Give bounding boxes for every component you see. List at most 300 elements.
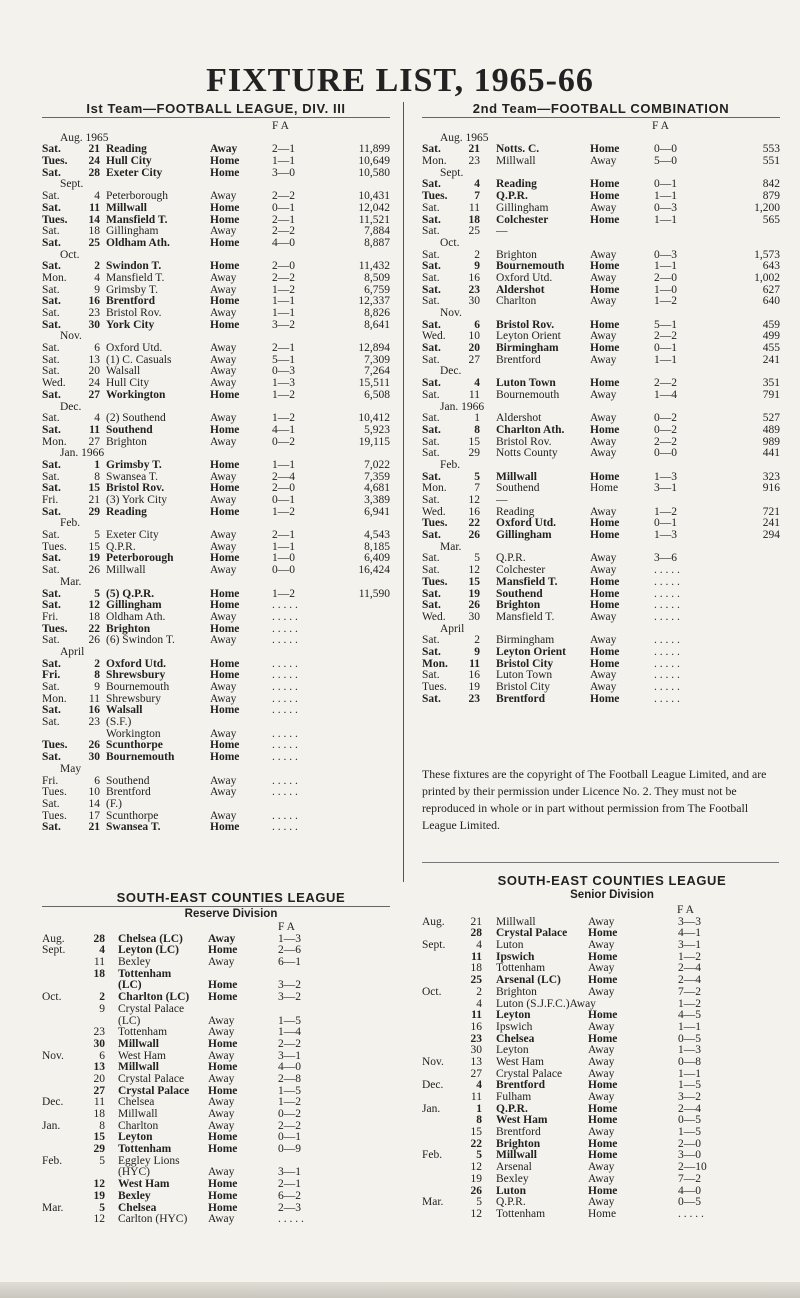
fixture-date: 8 (474, 423, 480, 436)
fixture-day: Tues. (42, 155, 68, 168)
fixture-venue: Away (588, 1196, 615, 1209)
fixture-row (422, 987, 780, 999)
fixture-row (422, 682, 780, 694)
fixture-day: Sat. (422, 271, 440, 284)
fixture-date: 5 (476, 1196, 482, 1209)
fixture-row (422, 448, 780, 460)
fixture-score: 4—1 (678, 927, 701, 940)
fixture-row (422, 612, 780, 624)
fixture-date: 28 (88, 166, 100, 179)
fixture-score: 1—1 (678, 1020, 701, 1033)
fixture-opponent: Crystal Palace (496, 1067, 563, 1080)
fixture-attendance: 8,641 (364, 318, 390, 331)
fixture-date: 4 (474, 377, 480, 390)
fixture-month: Aug. (422, 915, 445, 928)
fixture-date: 21 (468, 143, 480, 156)
fixture-date: 13 (88, 353, 100, 366)
fixture-day: Sat. (422, 388, 440, 401)
fixture-opponent: Q.P.R. (106, 540, 136, 553)
fixture-month: Dec. (422, 1079, 444, 1092)
fixture-score: 1—3 (654, 529, 677, 542)
month-label: Oct. (440, 236, 460, 249)
fixture-attendance: 1,200 (754, 201, 780, 214)
fixture-row (422, 530, 780, 542)
fixture-row (42, 203, 390, 215)
fixture-attendance: 7,264 (364, 365, 390, 378)
fixture-score: 1—4 (278, 1026, 301, 1039)
fixture-month: Aug. (42, 932, 65, 945)
fixture-opponent: Brighton (106, 622, 151, 635)
fixture-date: 12 (470, 1207, 482, 1220)
fixture-row (422, 343, 780, 355)
fixture-attendance: 489 (762, 423, 780, 436)
fixture-score: 1—1 (272, 295, 295, 308)
month-label: Feb. (60, 517, 81, 530)
fixture-row (422, 577, 780, 589)
fixture-row (42, 530, 390, 542)
fixture-venue: Home (588, 1137, 618, 1150)
fixture-day: Sat. (422, 552, 440, 565)
fixture-row (42, 992, 390, 1004)
month-label: Sept. (440, 166, 464, 179)
fixture-venue: Home (208, 1084, 238, 1097)
month-heading (42, 647, 390, 659)
fixture-opponent: (6) Swindon T. (106, 634, 175, 647)
fixture-attendance: 19,115 (358, 435, 390, 448)
fixture-venue: Away (208, 1166, 235, 1179)
fixture-date: 23 (88, 716, 100, 729)
fixture-score: 4—0 (272, 236, 295, 249)
fixture-opponent: Bristol Rov. (496, 318, 555, 331)
fixture-venue: Home (210, 599, 240, 612)
fixture-venue: Home (208, 1131, 238, 1144)
fixture-date: 27 (468, 353, 480, 366)
fixture-venue: Home (590, 482, 619, 495)
fixture-date: 24 (88, 377, 100, 390)
month-label: Jan. 1966 (60, 447, 105, 460)
fixture-venue: Home (210, 260, 240, 273)
fixture-venue: Home (588, 974, 618, 987)
fixture-day: Sat. (422, 248, 440, 261)
fixture-opponent: Oxford Utd. (496, 517, 557, 530)
fixture-venue: Away (208, 1049, 235, 1062)
fixture-opponent: Southend (496, 587, 543, 600)
fixture-attendance: 10,431 (358, 190, 390, 203)
fixture-venue: Away (210, 143, 238, 156)
divider-rule (422, 862, 779, 863)
fixture-date: 8 (476, 1114, 482, 1127)
fixture-day: Sat. (422, 295, 440, 308)
fixture-score: 2—2 (272, 190, 295, 203)
fixture-opponent: Tottenham (118, 967, 172, 980)
fixture-score: 1—1 (654, 213, 677, 226)
fixture-venue: Home (210, 622, 240, 635)
fixture-score: . . . . . (654, 692, 680, 705)
fixture-date: 4 (94, 412, 100, 425)
fixture-date: 9 (94, 283, 100, 296)
fixture-score: 0—1 (654, 178, 677, 191)
fixture-venue: Away (588, 1172, 615, 1185)
fixture-opponent: Reading (106, 505, 147, 518)
fixture-venue: Home (590, 178, 620, 191)
fixture-date: 30 (93, 1037, 105, 1050)
fixture-opponent: Shrewsbury (106, 669, 166, 682)
fixture-day: Sat. (42, 295, 61, 308)
column-divider (403, 102, 404, 882)
fixture-venue: Away (590, 681, 617, 693)
fixture-opponent: Birmingham (496, 634, 555, 647)
fixture-row (42, 156, 390, 168)
fixture-score: 1—5 (278, 1014, 301, 1027)
fixture-opponent: Grimsby T. (106, 283, 158, 296)
fixture-row (42, 1074, 390, 1086)
fixture-date: 18 (93, 967, 105, 980)
fixture-attendance: 499 (762, 330, 780, 343)
fixture-score: 1—2 (654, 505, 677, 518)
fa-header-row (42, 922, 390, 934)
fixture-score: 1—2 (272, 388, 295, 401)
fixture-day: Sat. (422, 423, 441, 436)
fixture-attendance: 879 (762, 190, 780, 203)
fixture-opponent: Bexley (496, 1172, 529, 1185)
fixture-date: 21 (88, 143, 100, 156)
fixture-opponent: Luton Town (496, 669, 553, 682)
fixture-date: 11 (468, 201, 480, 214)
fixture-date: 25 (88, 236, 100, 249)
fixture-date: 6 (99, 1049, 105, 1062)
fixture-month: Mar. (42, 1201, 64, 1214)
fixture-score: 0—0 (654, 143, 677, 156)
fixture-date: 14 (88, 797, 100, 810)
month-label: Nov. (60, 330, 82, 343)
fixture-date: 1 (476, 1102, 482, 1115)
fixture-venue: Away (210, 681, 237, 693)
fixture-opponent: Leyton Orient (496, 645, 566, 658)
fixture-day: Sat. (42, 797, 60, 810)
fixture-date: 28 (93, 932, 105, 945)
fixture-score: 2—1 (272, 143, 295, 156)
fixture-venue: Away (210, 494, 237, 506)
reserve-division-section (42, 890, 390, 1226)
fixture-venue: Away (590, 201, 617, 214)
fixture-date: 23 (93, 1026, 105, 1039)
fixture-opponent: Brentford (496, 1079, 545, 1092)
fixture-score: 2—1 (278, 1178, 301, 1191)
fixture-date: 11 (471, 950, 482, 963)
fixture-score: 4—1 (272, 423, 295, 436)
fixture-row (42, 565, 390, 577)
fixture-day: Mon. (422, 482, 447, 495)
month-heading (42, 764, 390, 776)
first-team-section (42, 101, 390, 834)
fixture-row (42, 612, 390, 624)
fixture-day: Sat. (42, 236, 61, 249)
fixture-venue: Away (210, 809, 237, 822)
fixture-day: Sat. (42, 587, 61, 600)
fixture-attendance: 12,337 (358, 295, 390, 308)
fixture-day: Sat. (42, 260, 61, 273)
fixture-date: 11 (470, 1091, 482, 1103)
fixture-month: Nov. (422, 1055, 444, 1068)
fixture-opponent: Q.P.R. (496, 190, 528, 203)
fixture-attendance: 11,899 (358, 143, 390, 156)
fixture-date: 9 (474, 260, 480, 273)
fixture-date: 15 (468, 435, 480, 448)
fixture-opponent: Notts County (496, 447, 558, 460)
fixture-score: . . . . . (654, 681, 680, 693)
fixture-opponent: Exeter City (106, 529, 159, 542)
fixture-date: 8 (99, 1119, 105, 1132)
fixture-score: 2—0 (272, 482, 295, 495)
fixture-date: 16 (88, 704, 100, 717)
fixture-opponent: Leyton Orient (496, 330, 561, 343)
fixture-venue: Away (590, 610, 617, 623)
fixture-attendance: 7,309 (364, 353, 390, 366)
fixture-opponent: Hull City (106, 155, 152, 168)
fixture-venue: Home (208, 979, 238, 992)
fixture-day: Sat. (422, 213, 441, 226)
fixture-score: . . . . . (272, 751, 298, 764)
month-label: Jan. 1966 (440, 400, 485, 413)
fixture-opponent: — (496, 494, 508, 506)
fixture-score: 2—8 (278, 1072, 301, 1085)
fixture-score: 2—4 (272, 470, 295, 483)
fixture-score: 2—2 (654, 435, 677, 448)
fixture-score: . . . . . (272, 622, 298, 635)
fixture-date: 5 (474, 470, 480, 483)
fixture-date: 5 (476, 1149, 482, 1162)
fixture-row (422, 273, 780, 285)
fixture-score: . . . . . (272, 786, 298, 799)
fixture-venue: Away (588, 1044, 615, 1057)
fixture-venue: Away (590, 295, 617, 308)
fixture-score: 0—0 (654, 447, 677, 460)
fixture-opponent: West Ham (496, 1114, 548, 1127)
fixture-venue: Away (588, 915, 615, 928)
fixture-score: 7—2 (678, 985, 701, 998)
fixture-opponent: Southend (106, 423, 153, 436)
fixture-opponent: Millwall (496, 470, 537, 483)
page-bottom-edge (0, 1282, 800, 1298)
fixture-score: 1—1 (272, 458, 295, 471)
fixture-opponent: Hull City (106, 377, 150, 390)
fixture-opponent: Bexley (118, 956, 151, 969)
fixture-day: Sat. (422, 529, 441, 542)
copyright-notice: These fixtures are the copyright of The Football League Limited, and are printed by their permission under Licence No. 2. They must not be reproduced in whole or in part without permission from The Football League Limited. (422, 767, 767, 832)
fixture-attendance: 627 (762, 283, 780, 296)
fixture-opponent: Charlton (496, 295, 537, 308)
fixture-opponent: (3) York City (106, 494, 168, 506)
fixture-row (422, 1057, 780, 1069)
fixture-opponent: Crystal Palace (118, 1084, 190, 1097)
fixture-opponent: Gillingham (496, 529, 552, 542)
fixture-day: Sat. (42, 716, 60, 729)
fixture-day: Sat. (42, 529, 60, 542)
fixture-date: 16 (470, 1020, 482, 1033)
fixture-venue: Home (210, 236, 240, 249)
fixture-row (422, 296, 780, 308)
fixture-attendance: 241 (762, 353, 780, 366)
fixture-score: 1—2 (272, 587, 295, 600)
fixture-venue: Home (210, 213, 240, 226)
fixture-score: 3—2 (278, 979, 301, 992)
fixture-date: 20 (93, 1072, 105, 1085)
fixture-row (422, 355, 780, 367)
fixture-score: 1—2 (678, 997, 701, 1010)
fixture-venue: Away (210, 540, 237, 553)
fixture-score: 1—1 (272, 307, 295, 319)
fixture-score: 5—1 (654, 318, 677, 331)
fixture-score: . . . . . (272, 657, 298, 670)
fixture-venue: Home (590, 529, 620, 542)
fixture-day: Sat. (42, 599, 61, 612)
fixture-opponent: Chelsea (LC) (118, 932, 183, 945)
fixture-attendance: 4,543 (364, 529, 390, 542)
fixture-score: 1—0 (272, 552, 295, 565)
fixture-date: 2 (474, 634, 480, 647)
league-fixture-list (42, 121, 390, 834)
fixture-attendance: 323 (762, 470, 780, 483)
fixture-row (422, 226, 780, 238)
fixture-day: Sat. (42, 166, 61, 179)
fixture-date: 30 (88, 751, 100, 764)
fixture-attendance: 7,022 (364, 458, 390, 471)
fixture-date: 7 (474, 190, 480, 203)
fixture-venue: Away (588, 1020, 615, 1033)
fixture-score: . . . . . (654, 657, 680, 670)
fixture-venue: Home (590, 645, 620, 658)
fixture-score: 2—2 (654, 377, 677, 390)
fixture-month: Jan. (422, 1102, 441, 1115)
fixture-score: 2—1 (272, 213, 295, 226)
fixture-venue: Home (210, 166, 240, 179)
fixture-date: 1 (94, 458, 100, 471)
fixture-score: 0—3 (272, 365, 295, 378)
fixture-month: Mar. (422, 1196, 444, 1209)
fixture-score: . . . . . (272, 669, 298, 682)
fixture-attendance: 11,521 (358, 213, 390, 226)
month-label: Mar. (60, 575, 82, 588)
fixture-opponent: Bexley (118, 1189, 151, 1202)
fixture-date: 5 (99, 1154, 105, 1167)
fixture-day: Sat. (42, 307, 60, 319)
fixture-attendance: 11,432 (358, 260, 390, 273)
fixture-score: 3—1 (278, 1049, 301, 1062)
fixture-attendance: 10,580 (358, 166, 390, 179)
fixture-score: . . . . . (654, 575, 680, 588)
fa-header-row (422, 905, 780, 917)
fixture-opponent: Arsenal (LC) (496, 974, 561, 987)
fixture-venue: Away (208, 1108, 235, 1120)
fixture-date: 17 (88, 809, 100, 822)
fixture-venue: Home (210, 821, 240, 834)
fixture-row (42, 390, 390, 402)
fixture-row (42, 752, 390, 764)
fixture-row (42, 1039, 390, 1051)
fixture-opponent: — (496, 225, 508, 238)
fixture-attendance: 459 (762, 318, 780, 331)
fixture-date: 27 (470, 1067, 482, 1080)
fixture-score: 4—0 (278, 1061, 301, 1074)
fixture-venue: Home (210, 739, 240, 752)
fixture-date: 12 (93, 1213, 105, 1226)
month-label: Aug. 1965 (60, 131, 109, 144)
fixture-score: 5—0 (654, 155, 677, 168)
fixture-opponent: Leyton (496, 1009, 531, 1022)
fixture-score: . . . . . (272, 692, 298, 705)
fixture-score: . . . . . (654, 564, 680, 577)
fixture-venue: Away (590, 353, 617, 366)
fixture-day: Wed. (422, 330, 446, 343)
fa-header: F A (278, 921, 295, 933)
fixture-venue: Away (208, 1119, 235, 1132)
fixture-score: 2—6 (278, 944, 301, 957)
fixture-opponent: Aldershot (496, 412, 542, 425)
fixture-venue: Home (590, 575, 620, 588)
fixture-opponent: West Ham (496, 1055, 544, 1068)
fixture-date: 12 (88, 599, 100, 612)
subheading-senior: Senior Division (570, 889, 654, 901)
fixture-venue: Home (590, 143, 620, 156)
fixture-day: Tues. (422, 190, 448, 203)
fixture-row (42, 308, 390, 320)
fixture-score: . . . . . (272, 821, 298, 834)
fixture-date: 12 (468, 564, 480, 577)
fixture-opponent: (5) Q.P.R. (106, 587, 155, 600)
fixture-day: Mon. (422, 657, 448, 670)
fixture-venue: Home (210, 388, 240, 401)
fixture-date: 10 (88, 786, 100, 799)
fixture-day: Sat. (422, 645, 441, 658)
fixture-score: 0—1 (654, 517, 677, 530)
fixture-attendance: 8,887 (364, 236, 390, 249)
fixture-venue: Away (210, 342, 237, 355)
fixture-score: 1—5 (678, 1126, 701, 1139)
fixture-venue: Home (210, 295, 240, 308)
fixture-day: Wed. (422, 610, 446, 623)
fixture-venue: Home (210, 669, 240, 682)
fixture-opponent: Peterborough (106, 190, 168, 203)
fixture-day: Sat. (42, 470, 60, 483)
fixture-attendance: 6,759 (364, 283, 390, 296)
fixture-score: 2—4 (678, 974, 701, 987)
fixture-venue: Home (210, 552, 240, 565)
fixture-score: 0—5 (678, 1196, 701, 1209)
fixture-attendance: 8,826 (364, 307, 390, 319)
fixture-attendance: 241 (762, 517, 780, 530)
fixture-date: 16 (88, 295, 100, 308)
fixture-date: 5 (94, 529, 100, 542)
fixture-venue: Home (210, 458, 240, 471)
fixture-day: Mon. (42, 271, 67, 284)
fixture-score: 6—1 (278, 956, 301, 969)
fixture-attendance: 12,042 (358, 201, 390, 214)
fixture-day: Sat. (42, 552, 61, 565)
fixture-date: 19 (468, 681, 480, 693)
fixture-venue: Home (588, 1207, 617, 1220)
fixture-venue: Home (208, 1037, 238, 1050)
fixture-venue: Away (590, 564, 617, 577)
fixture-opponent: Ipswich (496, 950, 535, 963)
fixture-opponent: Brighton (106, 435, 147, 448)
fixture-venue: Home (210, 657, 240, 670)
fixture-venue: Home (210, 505, 240, 518)
fixture-date: 23 (88, 307, 100, 319)
fixture-row (42, 320, 390, 332)
fixture-date: 10 (468, 330, 480, 343)
fixture-score: 2—2 (272, 225, 295, 238)
fixture-date: 22 (88, 622, 100, 635)
